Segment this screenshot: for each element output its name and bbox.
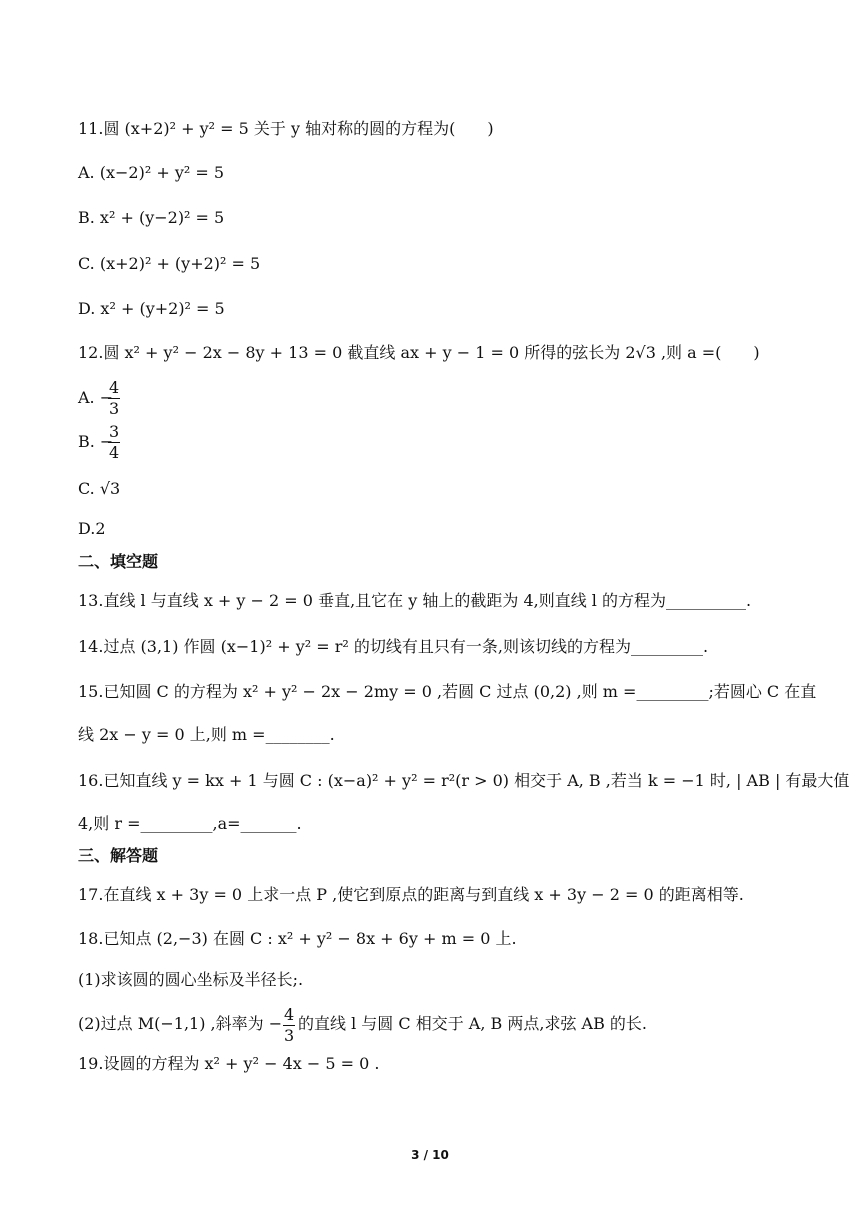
- q11-option-d: D. x² + (y+2)² = 5: [78, 299, 225, 318]
- q14: 14.过点 (3,1) 作圆 (x−1)² + y² = r² 的切线有且只有一条,则该切线的方程为_________.: [78, 637, 709, 656]
- page-number: 3 / 10: [411, 1148, 449, 1162]
- q16-line2: 4,则 r =_________,a=_______.: [78, 814, 302, 833]
- fraction-numerator: 4: [284, 1005, 295, 1024]
- q12-stem: 12.圆 x² + y² − 2x − 8y + 13 = 0 截直线 ax + y − 1 = 0 所得的弦长为 2√3 ,则 a =( ): [78, 343, 760, 362]
- q12-option-d: D.2: [78, 519, 106, 538]
- q11-option-c: C. (x+2)² + (y+2)² = 5: [78, 254, 261, 273]
- slope-fraction: [283, 1005, 295, 1046]
- option-b-label: B. −: [78, 432, 114, 451]
- fraction-numerator: 3: [109, 422, 120, 441]
- q13: 13.直线 l 与直线 x + y − 2 = 0 垂直,且它在 y 轴上的截距为 4,则直线 l 的方程为__________.: [78, 591, 752, 610]
- q18-part2-after-fraction: 的直线 l 与圆 C 相交于 A, B 两点,求弦 AB 的长.: [298, 1014, 648, 1033]
- q18-part1: (1)求该圆的圆心坐标及半径长;.: [78, 970, 304, 989]
- fraction-denominator: 3: [284, 1026, 295, 1045]
- section-fill-in-heading: 二、填空题: [78, 552, 159, 571]
- option-a-fraction: [108, 378, 120, 419]
- q11-option-b: B. x² + (y−2)² = 5: [78, 208, 225, 227]
- section-answer-heading: 三、解答题: [78, 846, 159, 865]
- q16-line1: 16.已知直线 y = kx + 1 与圆 C : (x−a)² + y² = r²(r > 0) 相交于 A, B ,若当 k = −1 时, | AB | 有最大值: [78, 771, 850, 790]
- q19: 19.设圆的方程为 x² + y² − 4x − 5 = 0 .: [78, 1054, 380, 1073]
- option-b-fraction: [108, 422, 120, 463]
- q12-option-c: C. √3: [78, 479, 121, 498]
- fraction-denominator: 3: [109, 399, 120, 418]
- q15-line2: 线 2x − y = 0 上,则 m =________.: [78, 725, 335, 744]
- q18: 18.已知点 (2,−3) 在圆 C : x² + y² − 8x + 6y + m = 0 上.: [78, 929, 517, 948]
- q18-part2-before-fraction: (2)过点 M(−1,1) ,斜率为 −: [78, 1014, 283, 1033]
- fraction-denominator: 4: [109, 443, 120, 462]
- q11-option-a: A. (x−2)² + y² = 5: [78, 163, 225, 182]
- q15-line1: 15.已知圆 C 的方程为 x² + y² − 2x − 2my = 0 ,若圆 C 过点 (0,2) ,则 m =_________;若圆心 C 在直: [78, 682, 817, 701]
- option-a-label: A. −: [78, 388, 114, 407]
- fraction-numerator: 4: [109, 378, 120, 397]
- q17: 17.在直线 x + 3y = 0 上求一点 P ,使它到原点的距离与到直线 x + 3y − 2 = 0 的距离相等.: [78, 885, 744, 904]
- q11-stem: 11.圆 (x+2)² + y² = 5 关于 y 轴对称的圆的方程为( ): [78, 119, 494, 138]
